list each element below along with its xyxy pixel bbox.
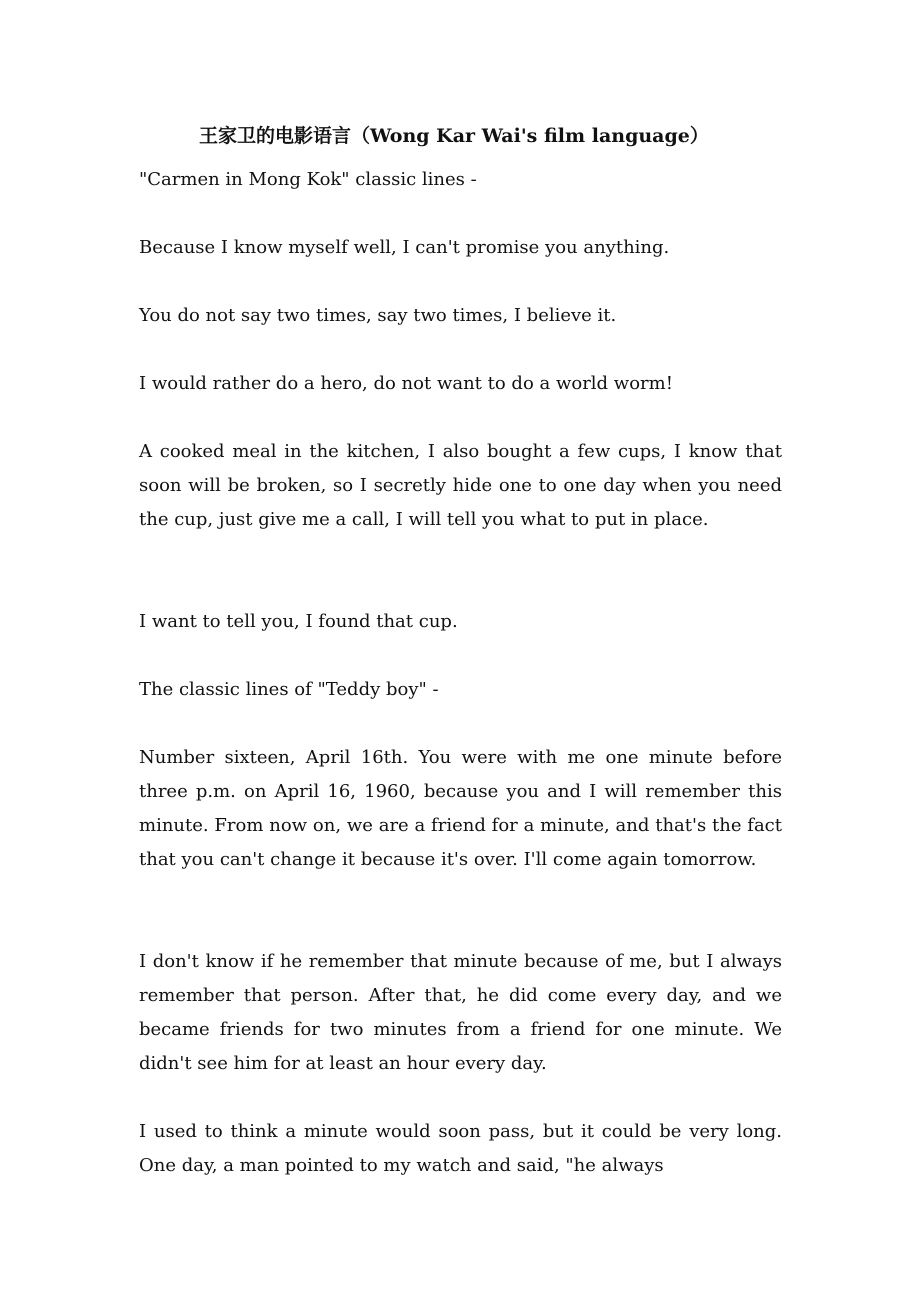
paragraph: You do not say two times, say two times, I believe it. [139, 305, 617, 326]
paragraph: I used to think a minute would soon pass, but it could be very long. One day, a man pointed to my watch and said, "he always [139, 1121, 782, 1176]
paragraph: The classic lines of "Teddy boy" - [139, 679, 439, 700]
paragraph: Number sixteen, April 16th. You were with me one minute before three p.m. on April 16, 1960, because you and I will remember this minute. From now on, we are a friend for a minute, and that's the fact that you can't change it because it's over. I'll come again tomorrow. [139, 747, 782, 870]
paragraph: A cooked meal in the kitchen, I also bought a few cups, I know that soon will be broken, so I secretly hide one to one day when you need the cup, just give me a call, I will tell you what to put in place. [139, 441, 782, 530]
paragraph: I want to tell you, I found that cup. [139, 611, 458, 632]
paragraph: I don't know if he remember that minute because of me, but I always remember that person. After that, he did come every day, and we became friends for two minutes from a friend for one minute. We didn't see him for at least an hour every day. [139, 951, 782, 1074]
paragraph: I would rather do a hero, do not want to do a world worm! [139, 373, 673, 394]
paragraph: "Carmen in Mong Kok" classic lines - [139, 169, 477, 190]
document-title: 王家卫的电影语言（Wong Kar Wai's film language） [199, 125, 709, 147]
paragraph: Because I know myself well, I can't promise you anything. [139, 237, 670, 258]
